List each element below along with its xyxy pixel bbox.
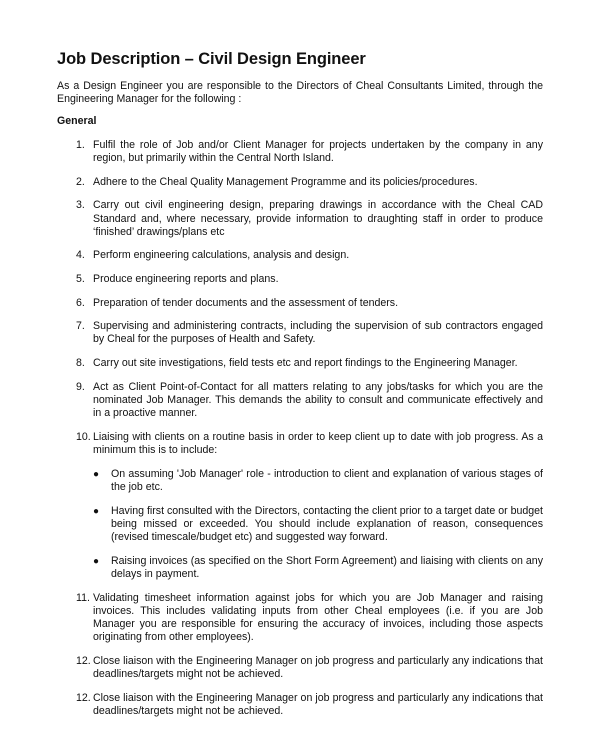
list-item-number: 1. [76, 139, 85, 151]
list-item [57, 297, 543, 310]
list-item-number: 5. [76, 272, 85, 285]
bullet-icon: ● [93, 555, 100, 567]
list-item-text: Adhere to the Cheal Quality Management Programme and its policies/procedures. [93, 175, 478, 188]
list-item [57, 431, 543, 582]
list-item-number: 10. [76, 430, 91, 443]
list-item [57, 381, 543, 421]
sub-list [57, 468, 543, 581]
list-item-text: Fulfil the role of Job and/or Client Manager for projects undertaken by the company in any region, but primarily within the Central North Island. [93, 139, 543, 165]
list-item-number: 6. [76, 296, 85, 309]
list-item-text: Close liaison with the Engineering Manager on job progress and particularly any indications that deadlines/targets might not be achieved. [93, 691, 543, 717]
list-item [57, 655, 543, 681]
list-item [57, 199, 543, 239]
list-item-text: Produce engineering reports and plans. [93, 272, 279, 285]
sub-list-item-text: Raising invoices (as specified on the Short Form Agreement) and liaising with clients on any delays in payment. [111, 554, 543, 580]
list-item-number: 2. [76, 175, 85, 188]
intro-paragraph: As a Design Engineer you are responsible to the Directors of Cheal Consultants Limited, through the Engineering Manager for the following : [57, 80, 543, 105]
list-item [57, 176, 543, 189]
sub-list-item-text: On assuming 'Job Manager' role - introduction to client and explanation of various stages of the job etc. [111, 467, 543, 494]
page-title: Job Description – Civil Design Engineer [57, 50, 366, 68]
list-item-text: Carry out site investigations, field tests etc and report findings to the Engineering Manager. [93, 356, 518, 369]
list-item [57, 273, 543, 286]
list-item [57, 357, 543, 370]
sub-list-item [93, 555, 543, 581]
list-item-number: 4. [76, 249, 85, 262]
list-item-text: Close liaison with the Engineering Manager on job progress and particularly any indications that deadlines/targets might not be achieved. [93, 654, 543, 680]
list-item-text: Perform engineering calculations, analysis and design. [93, 249, 350, 262]
sub-list-item [93, 468, 543, 494]
bullet-icon: ● [93, 505, 100, 517]
section-heading-general: General [57, 115, 97, 127]
list-item-number: 3. [76, 199, 85, 212]
list-item-text: Carry out civil engineering design, preparing drawings in accordance with the Cheal CAD Standard and, where necessary, provide information to draughting staff in order to produce ‘finished’ drawings/plans etc [93, 199, 543, 238]
list-item-text: Liaising with clients on a routine basis in order to keep client up to date with job progress. As a minimum this is to include: [93, 430, 543, 456]
list-item-number: 9. [76, 380, 85, 393]
sub-list-item-text: Having first consulted with the Directors, contacting the client prior to a target date or budget being missed or exceeded. You should include explanation of reason, consequences (revised timescale/budget etc) and suggested way forward. [111, 504, 543, 544]
bullet-icon: ● [93, 468, 100, 480]
list-item-text: Validating timesheet information against jobs for which you are Job Manager and raising invoices. This includes validating inputs from other Cheal employees (i.e. if you are Job Manager you are responsible for ensuring the accuracy of invoices, including those aspects originating from other employees). [93, 591, 543, 644]
list-item-number: 7. [76, 320, 85, 333]
list-item-number: 8. [76, 356, 85, 369]
list-item [57, 692, 543, 718]
list-item-text: Supervising and administering contracts, including the supervision of sub contractors engaged by Cheal for the purposes of Health and Safety. [93, 320, 543, 346]
sub-list-item [93, 505, 543, 545]
duties-list [57, 139, 543, 728]
list-item [57, 249, 543, 262]
list-item-number: 12. [76, 691, 91, 704]
list-item [57, 592, 543, 645]
list-item [57, 139, 543, 165]
list-item [57, 320, 543, 346]
list-item-text: Act as Client Point-of-Contact for all matters relating to any jobs/tasks for which you are the nominated Job Manager. This demands the ability to consult and communicate effectively and in a proactive manner. [93, 380, 543, 419]
list-item-number: 12. [76, 654, 91, 667]
list-item-number: 11. [76, 591, 90, 604]
list-item-text: Preparation of tender documents and the assessment of tenders. [93, 296, 399, 309]
